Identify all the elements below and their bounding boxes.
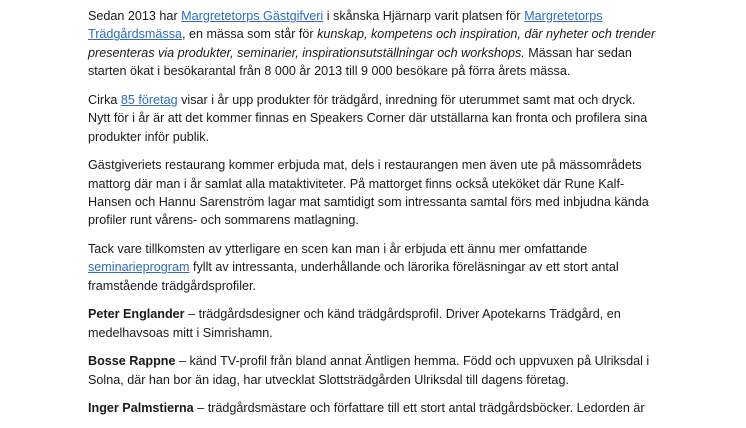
tradgardsmassa-link[interactable]: Margretetorps Trädgårdsmässa (88, 9, 603, 42)
text: visar i år upp produkter för trädgård, inredning för uterummet samt mat och dryck. Nytt för i år är att det kommer finnas en Speakers Corner där utställarna kan fronta och profilera sina produkter inför publik. (88, 92, 648, 144)
exhibitors-paragraph (88, 91, 658, 146)
text: Cirka (88, 92, 121, 107)
speaker-name: Inger Palmstierna (88, 401, 194, 416)
text: fyllt av intressanta, underhållande och lärorika föreläsningar av ett stort antal framstående trädgårdsprofiler. (88, 260, 619, 293)
speaker-entry (88, 399, 658, 417)
speaker-name: Bosse Rappne (88, 354, 176, 369)
text: , en mässa som står för (182, 27, 318, 42)
speaker-description: – trädgårdsdesigner och känd trädgårdsprofil. Driver Apotekarns Trädgård, en medelhavsoas mitt i Simrishamn. (88, 307, 621, 340)
text: Mässan har sedan starten ökat i besökarantal från 8 000 år 2013 till 9 000 besökare på förra årets mässa. (88, 45, 632, 79)
gastgifveri-link[interactable]: Margretetorps Gästgifveri (181, 9, 324, 23)
intro-paragraph (88, 7, 658, 81)
speaker-description: – känd TV-profil från bland annat Äntligen hemma. Född och uppvuxen på Ulriksdal i Solna, där han bor än idag, har utvecklat Slottsträdgården Ulriksdal till dagens företag. (88, 354, 650, 387)
text: Tack vare tillkomsten av ytterligare en scen kan man i år erbjuda ett ännu mer omfattande (88, 242, 588, 257)
seminarieprogram-link[interactable]: seminarieprogram (88, 260, 190, 275)
speaker-entry (88, 305, 658, 342)
speaker-name: Peter Englander (88, 307, 185, 322)
foretag-link[interactable]: 85 företag (120, 92, 178, 107)
text: i skånska Hjärnarp varit platsen för (323, 9, 525, 23)
seminar-paragraph (88, 240, 658, 295)
speaker-entry (88, 352, 658, 389)
text: Sedan 2013 har (88, 9, 182, 23)
restaurant-paragraph: Gästgiveriets restaurang kommer erbjuda mat, dels i restaurangen men även ute på mässområdets mattorg där man i år samlat alla mataktiviteter. På mattorget finns också uteköket där Rune Kalf-Hansen och Hannu Sarenström lagar mat samtidigt som intressanta samtal förs med inbjudna kända profiler runt vårens- och sommarens matlagning. (88, 158, 649, 228)
document-body (88, 7, 658, 428)
speaker-description: – trädgårdsmästare och författare till ett stort antal trädgårdsböcker. Ledorden är (193, 401, 645, 416)
italic-text: kunskap, kompetens och inspiration, där nyheter och trender presenteras via produkter, seminarier, inspirationsutställningar och workshops. (88, 27, 656, 60)
